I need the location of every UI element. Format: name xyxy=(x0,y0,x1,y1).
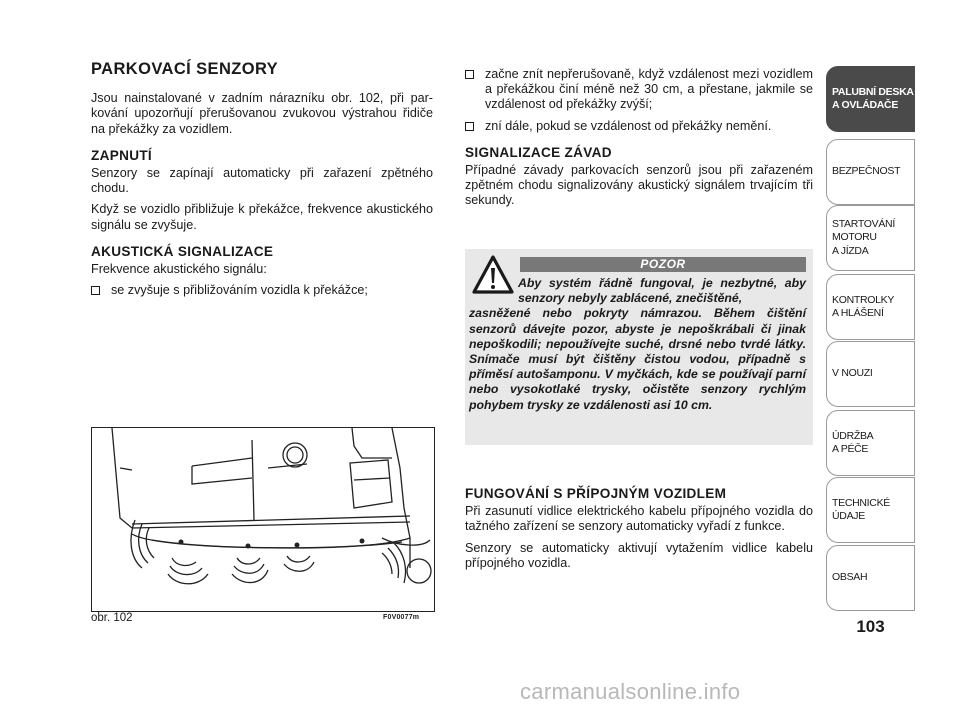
chapter-tab[interactable] xyxy=(826,341,915,407)
chapter-tab-label: OBSAH xyxy=(832,571,868,584)
heading-signalizace: SIGNALIZACE ZÁVAD xyxy=(465,144,612,160)
checkbox-bullet-icon xyxy=(465,122,474,131)
bullet-item xyxy=(91,283,433,298)
van-rear-illustration xyxy=(92,428,434,611)
zapnuti-paragraph-2: Když se vozidlo přibližuje k překážce, frekvence akustického signálu se zvyšuje. xyxy=(91,202,433,232)
watermark: carmanualsonline.info xyxy=(520,679,741,704)
chapter-tab[interactable] xyxy=(826,139,915,205)
right-column-lower xyxy=(465,486,813,577)
bullet-item xyxy=(465,67,813,113)
chapter-tab-label: BEZPEČNOST xyxy=(832,165,901,178)
chapter-tab[interactable] xyxy=(826,410,915,476)
chapter-tab-label: PALUBNÍ DESKA A OVLÁDAČE xyxy=(832,85,914,111)
chapter-tab-label: STARTOVÁNÍ MOTORU A JÍZDA xyxy=(832,217,895,257)
zapnuti-paragraph-1: Senzory se zapínají automaticky při zařazení zpětného chodu. xyxy=(91,166,433,196)
signalizace-paragraph: Případné závady parkovacích senzorů jsou při zařazeném zpětném chodu signalizovány akustický signálem trvajícím tři sekundy. xyxy=(465,163,813,208)
figure-code: F0V0077m xyxy=(383,614,420,621)
heading-zapnuti: ZAPNUTÍ xyxy=(91,147,153,163)
figure-rear-bumper-sensors xyxy=(91,427,435,612)
bullet-text: zní dále, pokud se vzdálenost od překážky nemění. xyxy=(485,118,772,133)
heading-akusticka: AKUSTICKÁ SIGNALIZACE xyxy=(91,243,274,259)
checkbox-bullet-icon xyxy=(465,70,474,79)
akusticka-paragraph: Frekvence akustického signálu: xyxy=(91,262,267,277)
figure-label: obr. 102 xyxy=(91,612,133,624)
warning-lead-text: Aby systém řádně fungoval, je nezbytné, aby senzory nebyly zablácené, znečištěné, xyxy=(518,276,806,306)
intro-paragraph: Jsou nainstalované v zadním nárazníku obr. 102, při parkování upozorňují přerušovanou zvukovou výstrahou řidiče na překážky za vozidlem. xyxy=(91,91,433,136)
right-column xyxy=(465,67,813,215)
bullet-item xyxy=(465,119,813,134)
bullet-text: začne znít nepřerušovaně, když vzdálenost mezi vozidlem a překážkou činí méně než 30 cm, a přestane, jakmile se vzdálenost od překážky zvýší; xyxy=(485,67,813,112)
fungovani-paragraph-1: Při zasunutí vidlice elektrického kabelu přípojného vozidla do tažného zařízení se senzory automaticky vyřadí z funkce. xyxy=(465,504,813,534)
heading-fungovani: FUNGOVÁNÍ S PŘÍPOJNÝM VOZIDLEM xyxy=(465,486,727,501)
chapter-tab-label: V NOUZI xyxy=(832,367,873,380)
chapter-tab[interactable] xyxy=(826,66,915,132)
chapter-tab[interactable] xyxy=(826,274,915,340)
bullet-text: se zvyšuje s přibližováním vozidla k překážce; xyxy=(111,283,368,298)
warning-title: POZOR xyxy=(640,257,686,271)
checkbox-bullet-icon xyxy=(91,286,100,295)
warning-text xyxy=(469,276,806,413)
chapter-tab[interactable] xyxy=(826,205,915,271)
chapter-tab[interactable] xyxy=(826,477,915,543)
section-title: PARKOVACÍ SENZORY xyxy=(91,60,279,78)
warning-body-text: zasněžené nebo pokryty námrazou. Během čištění senzorů dávejte pozor, abyste je nepoškrábali či jinak nepoškodili; nepoužívejte suché, drsné nebo tvrdé látky. Snímače musí být čištěny čistou vodou, případně s příměsí autošamponu. V myčkách, kde se používají parní nebo vysokotlaké trysky, očistěte senzory rychlým pohybem trysky ze vzdálenosti asi 10 cm. xyxy=(469,306,806,412)
chapter-tab-label: TECHNICKÉ ÚDAJE xyxy=(832,496,890,522)
chapter-tab-label: KONTROLKY A HLÁŠENÍ xyxy=(832,293,895,319)
chapter-tab[interactable] xyxy=(826,545,915,611)
page-number: 103 xyxy=(856,617,885,636)
chapter-tab-label: ÚDRŽBA A PÉČE xyxy=(832,429,874,455)
left-column xyxy=(91,62,433,304)
fungovani-paragraph-2: Senzory se automaticky aktivují vytažením vidlice kabelu přípojného vozidla. xyxy=(465,540,813,570)
